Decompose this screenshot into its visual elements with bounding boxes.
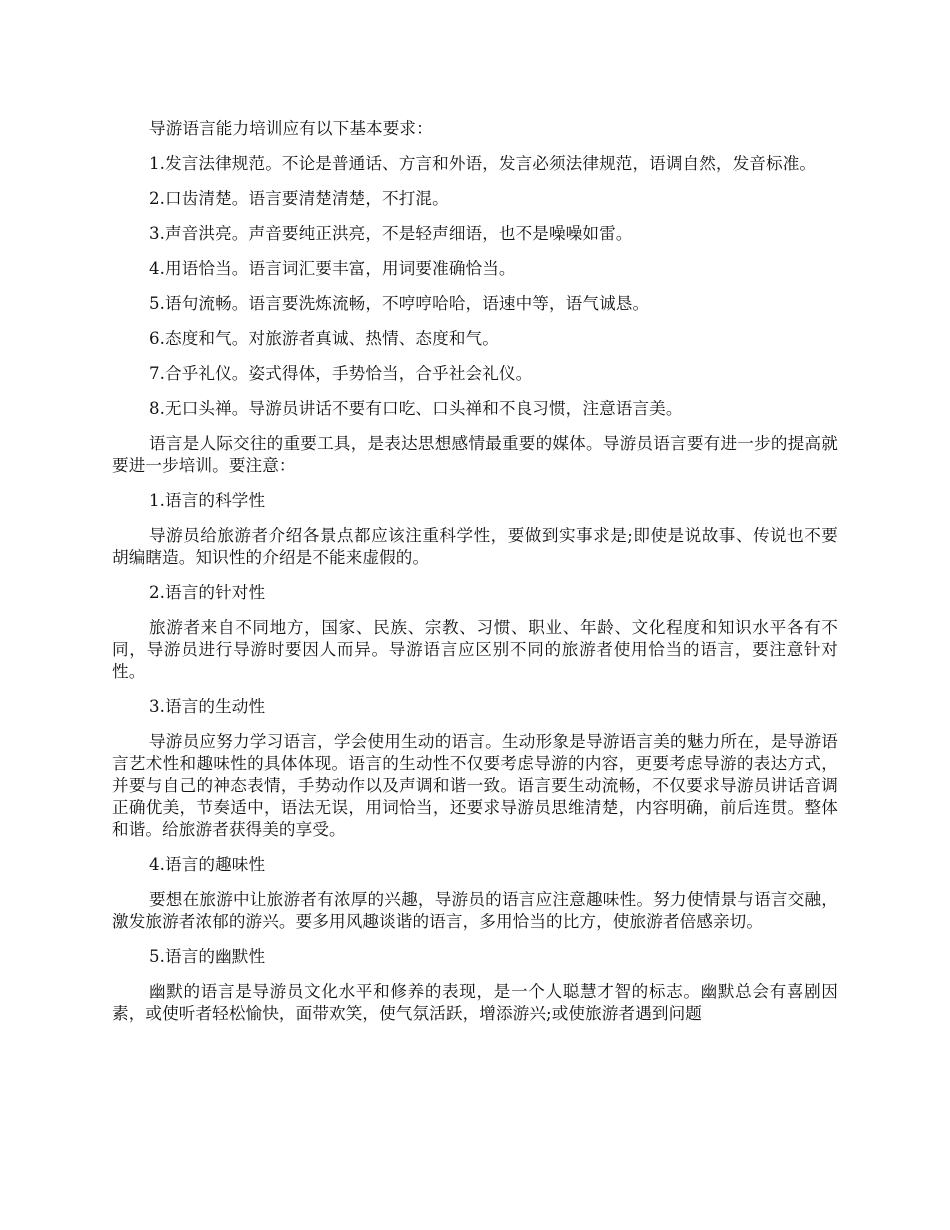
requirement-item: 3.声音洪亮。声音要纯正洪亮，不是轻声细语，也不是噪噪如雷。	[149, 224, 633, 243]
section-heading: 1.语言的科学性	[149, 491, 266, 510]
body-paragraph: 导游员应努力学习语言，学会使用生动的语言。生动形象是导游语言美的魅力所在，是导游语言艺术性和趣味性的具体体现。语言的生动性不仅要考虑导游的内容，更要考虑导游的表达方式，并要与自己的神态表情，手势动作以及声调和谐一致。语言要生动流畅，不仅要求导游员讲话音调正确优美，节奏适中，语法无误，用词恰当，还要求导游员思维清楚，内容明确，前后连贯。整体和谐。给旅游者获得美的享受。	[112, 732, 838, 839]
requirement-item: 1.发言法律规范。不论是普通话、方言和外语，发言必须法律规范，语调自然，发音标准。	[149, 154, 817, 173]
document-page	[112, 118, 838, 1038]
intro-paragraph: 导游语言能力培训应有以下基本要求：	[149, 119, 433, 138]
section-heading: 4.语言的趣味性	[149, 855, 266, 874]
body-paragraph: 语言是人际交往的重要工具，是表达思想感情最重要的媒体。导游员语言要有进一步的提高就要进一步培训。要注意：	[112, 434, 838, 475]
body-paragraph: 导游员给旅游者介绍各景点都应该注重科学性，要做到实事求是;即使是说故事、传说也不要胡编瞎造。知识性的介绍是不能来虚假的。	[112, 526, 838, 567]
requirement-item: 7.合乎礼仪。姿式得体，手势恰当，合乎社会礼仪。	[149, 364, 533, 383]
section-heading: 2.语言的针对性	[149, 583, 266, 602]
requirement-item: 8.无口头禅。导游员讲话不要有口吃、口头禅和不良习惯，注意语言美。	[149, 399, 683, 418]
body-paragraph: 旅游者来自不同地方，国家、民族、宗教、习惯、职业、年龄、文化程度和知识水平各有不同，导游员进行导游时要因人而异。导游语言应区别不同的旅游者使用恰当的语言，要注意针对性。	[112, 618, 838, 681]
requirement-item: 4.用语恰当。语言词汇要丰富，用词要准确恰当。	[149, 259, 516, 278]
body-paragraph: 幽默的语言是导游员文化水平和修养的表现，是一个人聪慧才智的标志。幽默总会有喜剧因素，或使听者轻松愉快，面带欢笑，使气氛活跃，增添游兴;或使旅游者遇到问题	[112, 982, 838, 1023]
requirement-item: 6.态度和气。对旅游者真诚、热情、态度和气。	[149, 329, 499, 348]
requirement-item: 5.语句流畅。语言要洗炼流畅，不哼哼哈哈，语速中等，语气诚恳。	[149, 294, 650, 313]
body-paragraph: 要想在旅游中让旅游者有浓厚的兴趣，导游员的语言应注意趣味性。努力使情景与语言交融，激发旅游者浓郁的游兴。要多用风趣谈谐的语言，多用恰当的比方，使旅游者倍感亲切。	[112, 890, 838, 931]
section-heading: 3.语言的生动性	[149, 697, 266, 716]
requirement-item: 2.口齿清楚。语言要清楚清楚，不打混。	[149, 189, 449, 208]
section-heading: 5.语言的幽默性	[149, 947, 266, 966]
